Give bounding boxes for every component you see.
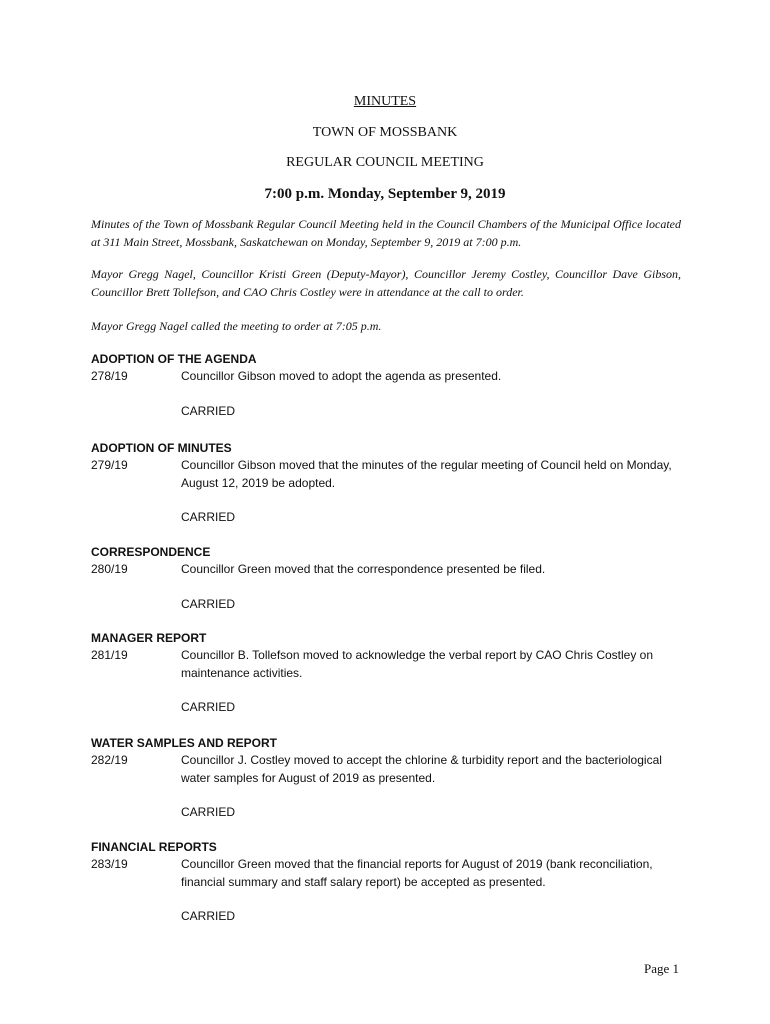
motion-number: 279/19 <box>91 458 128 472</box>
motion-row <box>91 647 691 682</box>
motion-text: Councillor J. Costley moved to accept the chlorine & turbidity report and the bacteriological water samples for August of 2019 as presented. <box>181 753 662 785</box>
section-heading: CORRESPONDENCE <box>91 545 211 559</box>
motion-result: CARRIED <box>181 403 236 418</box>
intro-call-to-order-paragraph: Mayor Gregg Nagel called the meeting to order at 7:05 p.m. <box>91 319 382 333</box>
motion-text: Councillor Gibson moved that the minutes of the regular meeting of Council held on Monday, August 12, 2019 be adopted. <box>181 458 672 490</box>
section-heading: ADOPTION OF THE AGENDA <box>91 352 257 366</box>
motion-result: CARRIED <box>181 510 236 524</box>
motion-number: 282/19 <box>91 753 128 767</box>
motion-row <box>91 457 691 492</box>
meeting-date: 7:00 p.m. Monday, September 9, 2019 <box>264 186 506 202</box>
motion-text: Councillor Green moved that the financial reports for August of 2019 (bank reconciliation, financial summary and staff salary report) be accepted as presented. <box>181 857 653 889</box>
meeting-type: REGULAR COUNCIL MEETING <box>286 155 484 170</box>
section-heading: WATER SAMPLES AND REPORT <box>91 736 278 750</box>
section-financial-reports <box>91 839 691 925</box>
motion-number: 281/19 <box>91 648 128 662</box>
motion-text: Councillor B. Tollefson moved to acknowledge the verbal report by CAO Chris Costley on maintenance activities. <box>181 648 654 680</box>
section-heading: MANAGER REPORT <box>91 631 207 645</box>
page-number: Page 1 <box>643 961 679 976</box>
motion-row <box>91 561 691 579</box>
motion-result: CARRIED <box>181 909 236 923</box>
section-manager-report <box>91 630 691 716</box>
section-water-samples <box>91 735 691 821</box>
motion-row <box>91 368 691 386</box>
motion-result: CARRIED <box>181 805 236 819</box>
motion-row <box>91 752 691 787</box>
motion-number: 278/19 <box>91 369 128 383</box>
motion-text: Councillor Gibson moved to adopt the agenda as presented. <box>181 369 502 383</box>
intro-location-paragraph: Minutes of the Town of Mossbank Regular Council Meeting held in the Council Chambers of the Municipal Office located at 311 Main Street, Mossbank, Saskatchewan on Monday, September 9, 2019 at 7:00 p.m. <box>91 217 681 249</box>
intro-attendance-paragraph: Mayor Gregg Nagel, Councillor Kristi Green (Deputy-Mayor), Councillor Jeremy Costley, Councillor Dave Gibson, Councillor Brett Tollefson, and CAO Chris Costley were in attendance at the call to order. <box>91 267 681 299</box>
motion-number: 283/19 <box>91 857 128 871</box>
section-adoption-of-minutes <box>91 440 691 526</box>
motion-result: CARRIED <box>181 596 236 611</box>
document-title: MINUTES <box>353 94 417 109</box>
motion-number: 280/19 <box>91 562 128 576</box>
motion-result: CARRIED <box>181 700 236 714</box>
section-heading: FINANCIAL REPORTS <box>91 840 217 854</box>
section-adoption-of-agenda <box>91 351 691 420</box>
section-correspondence <box>91 544 691 613</box>
motion-row <box>91 856 691 891</box>
section-heading: ADOPTION OF MINUTES <box>91 441 232 455</box>
town-name: TOWN OF MOSSBANK <box>312 125 458 140</box>
motion-text: Councillor Green moved that the correspondence presented be filed. <box>181 562 546 576</box>
